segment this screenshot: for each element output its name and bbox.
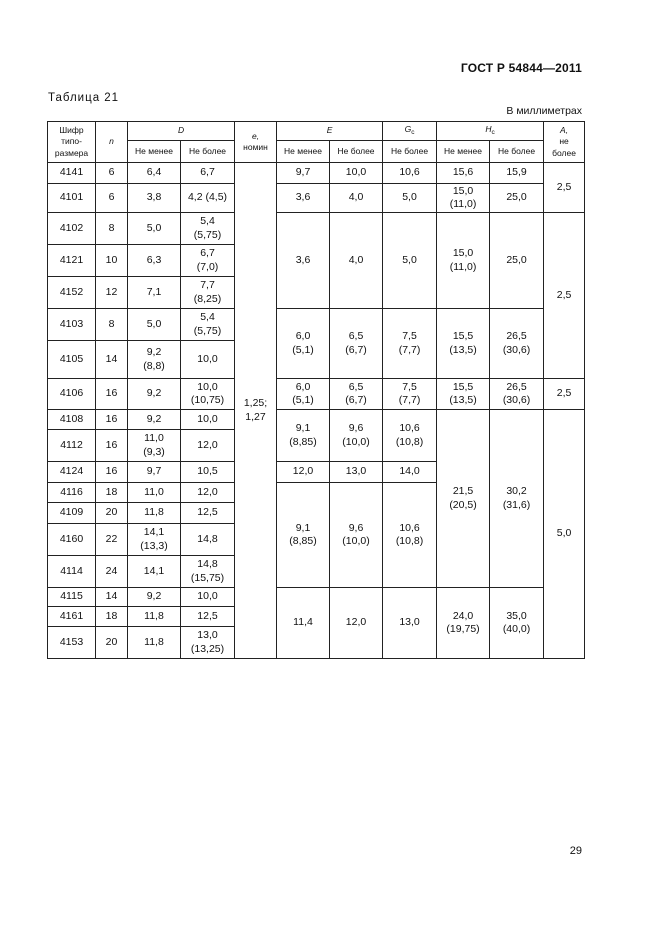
d-min-cell: 5,0	[128, 213, 181, 245]
a-cell: 2,5	[544, 213, 585, 379]
table-row	[48, 379, 585, 410]
d-max-cell: 12,5	[181, 503, 235, 524]
code-cell: 4109	[48, 503, 96, 524]
g-cell: 7,5 (7,7)	[383, 309, 437, 379]
e-min-cell: 6,0 (5,1)	[277, 379, 330, 410]
e-min-cell: 3,6	[277, 213, 330, 309]
h-max-cell: 35,0 (40,0)	[490, 588, 544, 659]
code-cell: 4161	[48, 607, 96, 627]
d-min-cell: 9,2	[128, 379, 181, 410]
d-max-cell: 5,4 (5,75)	[181, 309, 235, 341]
h-max-cell: 30,2 (31,6)	[490, 410, 544, 588]
table-row	[48, 184, 585, 213]
header-g: $G_с$	[383, 122, 437, 141]
d-max-cell: 10,0 (10,75)	[181, 379, 235, 410]
e-max-cell: 12,0	[330, 588, 383, 659]
n-cell: 14	[96, 341, 128, 379]
h-min-cell: 15,0 (11,0)	[437, 213, 490, 309]
code-cell: 4152	[48, 277, 96, 309]
code-cell: 4153	[48, 627, 96, 659]
header-e-min: Не менее	[277, 141, 330, 163]
d-max-cell: 5,4 (5,75)	[181, 213, 235, 245]
e-min-cell: 9,7	[277, 163, 330, 184]
d-min-cell: 9,2	[128, 410, 181, 430]
d-min-cell: 14,1 (13,3)	[128, 524, 181, 556]
e-min-cell: 9,1 (8,85)	[277, 483, 330, 588]
page-number: 29	[569, 845, 582, 857]
n-cell: 18	[96, 483, 128, 503]
e-min-cell: 9,1 (8,85)	[277, 410, 330, 462]
dimensions-table	[47, 121, 585, 659]
d-min-cell: 6,4	[128, 163, 181, 184]
e-max-cell: 6,5 (6,7)	[330, 309, 383, 379]
e-max-cell: 9,6 (10,0)	[330, 483, 383, 588]
header-e: e, номин	[235, 122, 277, 163]
d-min-cell: 9,2 (8,8)	[128, 341, 181, 379]
e-max-cell: 13,0	[330, 462, 383, 483]
d-min-cell: 3,8	[128, 184, 181, 213]
d-max-cell: 10,0	[181, 588, 235, 607]
header-e-max: Не более	[330, 141, 383, 163]
e-max-cell: 4,0	[330, 213, 383, 309]
d-max-cell: 6,7	[181, 163, 235, 184]
h-min-cell: 21,5 (20,5)	[437, 410, 490, 588]
header-h-min: Не менее	[437, 141, 490, 163]
d-min-cell: 11,0 (9,3)	[128, 430, 181, 462]
h-max-cell: 25,0	[490, 184, 544, 213]
n-cell: 6	[96, 163, 128, 184]
a-cell: 2,5	[544, 379, 585, 410]
d-max-cell: 13,0 (13,25)	[181, 627, 235, 659]
table-row	[48, 309, 585, 341]
a-cell: 5,0	[544, 410, 585, 659]
g-cell: 10,6	[383, 163, 437, 184]
header-d-max: Не более	[181, 141, 235, 163]
n-cell: 14	[96, 588, 128, 607]
n-cell: 20	[96, 627, 128, 659]
d-min-cell: 7,1	[128, 277, 181, 309]
units-note: В миллиметрах	[506, 105, 582, 117]
header-d-min: Не менее	[128, 141, 181, 163]
h-min-cell: 24,0 (19,75)	[437, 588, 490, 659]
g-cell: 5,0	[383, 184, 437, 213]
d-min-cell: 9,2	[128, 588, 181, 607]
e-min-cell: 11,4	[277, 588, 330, 659]
code-cell: 4121	[48, 245, 96, 277]
h-min-cell: 15,6	[437, 163, 490, 184]
code-cell: 4116	[48, 483, 96, 503]
d-max-cell: 12,0	[181, 430, 235, 462]
h-max-cell: 25,0	[490, 213, 544, 309]
table-row	[48, 410, 585, 430]
d-max-cell: 12,5	[181, 607, 235, 627]
header-e-upper: E	[277, 122, 383, 141]
g-cell: 5,0	[383, 213, 437, 309]
d-max-cell: 10,5	[181, 462, 235, 483]
e-max-cell: 6,5 (6,7)	[330, 379, 383, 410]
d-min-cell: 11,8	[128, 503, 181, 524]
header-code: Шифр типо- размера	[48, 122, 96, 163]
code-cell: 4108	[48, 410, 96, 430]
table-caption: Таблица 21	[48, 92, 120, 104]
n-cell: 18	[96, 607, 128, 627]
e-min-cell: 6,0 (5,1)	[277, 309, 330, 379]
n-cell: 16	[96, 430, 128, 462]
d-max-cell: 14,8	[181, 524, 235, 556]
table-row	[48, 588, 585, 607]
d-min-cell: 11,0	[128, 483, 181, 503]
d-max-cell: 7,7 (8,25)	[181, 277, 235, 309]
code-cell: 4141	[48, 163, 96, 184]
n-cell: 6	[96, 184, 128, 213]
code-cell: 4101	[48, 184, 96, 213]
g-cell: 13,0	[383, 588, 437, 659]
table-row	[48, 163, 585, 184]
h-max-cell: 26,5 (30,6)	[490, 379, 544, 410]
code-cell: 4103	[48, 309, 96, 341]
e-max-cell: 9,6 (10,0)	[330, 410, 383, 462]
h-max-cell: 26,5 (30,6)	[490, 309, 544, 379]
a-cell: 2,5	[544, 163, 585, 213]
code-cell: 4102	[48, 213, 96, 245]
n-cell: 24	[96, 556, 128, 588]
n-cell: 8	[96, 309, 128, 341]
n-cell: 20	[96, 503, 128, 524]
d-max-cell: 12,0	[181, 483, 235, 503]
code-cell: 4114	[48, 556, 96, 588]
g-cell: 10,6 (10,8)	[383, 483, 437, 588]
d-min-cell: 14,1	[128, 556, 181, 588]
n-cell: 16	[96, 379, 128, 410]
d-min-cell: 11,8	[128, 627, 181, 659]
d-min-cell: 6,3	[128, 245, 181, 277]
n-cell: 16	[96, 410, 128, 430]
header-n: n	[96, 122, 128, 163]
g-cell: 7,5 (7,7)	[383, 379, 437, 410]
header-h-max: Не более	[490, 141, 544, 163]
d-max-cell: 4,2 (4,5)	[181, 184, 235, 213]
code-cell: 4105	[48, 341, 96, 379]
code-cell: 4112	[48, 430, 96, 462]
d-max-cell: 10,0	[181, 410, 235, 430]
n-cell: 22	[96, 524, 128, 556]
d-max-cell: 6,7 (7,0)	[181, 245, 235, 277]
header-a: A, не более	[544, 122, 585, 163]
e-min-cell: 12,0	[277, 462, 330, 483]
e-cell: 1,25; 1,27	[235, 163, 277, 659]
code-cell: 4160	[48, 524, 96, 556]
d-min-cell: 11,8	[128, 607, 181, 627]
n-cell: 8	[96, 213, 128, 245]
d-max-cell: 14,8 (15,75)	[181, 556, 235, 588]
header-h: $H_с$	[437, 122, 544, 141]
d-min-cell: 5,0	[128, 309, 181, 341]
header-g-max: Не более	[383, 141, 437, 163]
standard-header: ГОСТ Р 54844—2011	[460, 61, 582, 75]
e-min-cell: 3,6	[277, 184, 330, 213]
h-min-cell: 15,0 (11,0)	[437, 184, 490, 213]
code-cell: 4106	[48, 379, 96, 410]
h-min-cell: 15,5 (13,5)	[437, 379, 490, 410]
e-max-cell: 10,0	[330, 163, 383, 184]
d-min-cell: 9,7	[128, 462, 181, 483]
code-cell: 4124	[48, 462, 96, 483]
e-max-cell: 4,0	[330, 184, 383, 213]
g-cell: 10,6 (10,8)	[383, 410, 437, 462]
g-cell: 14,0	[383, 462, 437, 483]
header-d: D	[128, 122, 235, 141]
code-cell: 4115	[48, 588, 96, 607]
h-min-cell: 15,5 (13,5)	[437, 309, 490, 379]
d-max-cell: 10,0	[181, 341, 235, 379]
n-cell: 10	[96, 245, 128, 277]
n-cell: 16	[96, 462, 128, 483]
h-max-cell: 15,9	[490, 163, 544, 184]
table-row	[48, 213, 585, 245]
n-cell: 12	[96, 277, 128, 309]
